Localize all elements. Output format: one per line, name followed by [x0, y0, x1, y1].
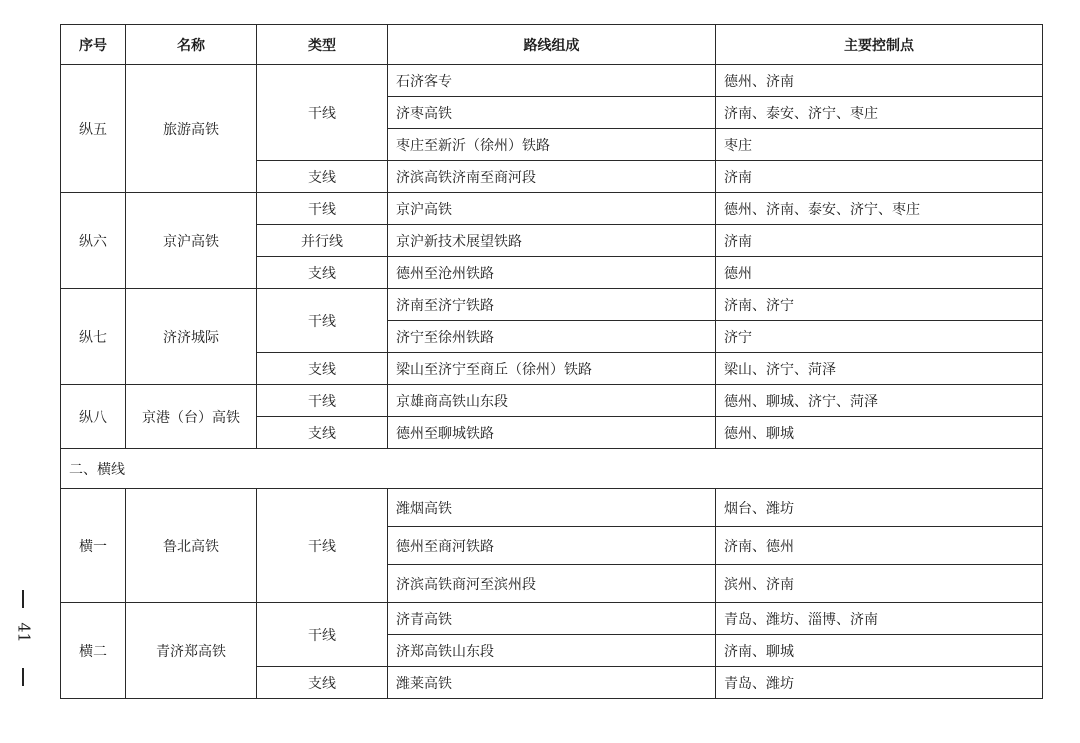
control-points: 济南、济宁	[716, 289, 1043, 321]
route-name: 潍烟高铁	[388, 489, 716, 527]
section-row	[61, 449, 1043, 489]
table-row	[61, 289, 1043, 321]
group-id: 纵八	[61, 385, 126, 449]
header-row	[61, 25, 1043, 65]
control-points: 德州、济南、泰安、济宁、枣庄	[716, 193, 1043, 225]
route-name: 德州至商河铁路	[388, 527, 716, 565]
route-type: 支线	[257, 417, 388, 449]
route-type: 干线	[257, 385, 388, 417]
control-points: 济南、泰安、济宁、枣庄	[716, 97, 1043, 129]
route-type: 支线	[257, 353, 388, 385]
control-points: 济宁	[716, 321, 1043, 353]
route-type: 支线	[257, 257, 388, 289]
control-points: 青岛、潍坊	[716, 667, 1043, 699]
group-name: 京沪高铁	[126, 193, 257, 289]
control-points: 济南、聊城	[716, 635, 1043, 667]
page-number	[10, 590, 40, 700]
header-control-points: 主要控制点	[716, 25, 1043, 65]
control-points: 济南	[716, 161, 1043, 193]
header-type: 类型	[257, 25, 388, 65]
control-points: 德州、济南	[716, 65, 1043, 97]
route-name: 济南至济宁铁路	[388, 289, 716, 321]
control-points: 滨州、济南	[716, 565, 1043, 603]
group-id: 纵五	[61, 65, 126, 193]
page-number-dash-top	[22, 590, 24, 608]
header-name: 名称	[126, 25, 257, 65]
group-id: 横一	[61, 489, 126, 603]
group-id: 纵六	[61, 193, 126, 289]
route-type: 支线	[257, 161, 388, 193]
route-name: 京雄商高铁山东段	[388, 385, 716, 417]
route-name: 德州至聊城铁路	[388, 417, 716, 449]
control-points: 济南、德州	[716, 527, 1043, 565]
group-name: 旅游高铁	[126, 65, 257, 193]
table-row	[61, 193, 1043, 225]
route-name: 潍莱高铁	[388, 667, 716, 699]
route-name: 京沪高铁	[388, 193, 716, 225]
route-name: 石济客专	[388, 65, 716, 97]
header-route: 路线组成	[388, 25, 716, 65]
route-type: 干线	[257, 193, 388, 225]
railway-table	[60, 24, 1043, 699]
page-number-dash-bottom	[22, 668, 24, 686]
route-name: 枣庄至新沂（徐州）铁路	[388, 129, 716, 161]
group-name: 青济郑高铁	[126, 603, 257, 699]
control-points: 德州、聊城、济宁、菏泽	[716, 385, 1043, 417]
group-id: 纵七	[61, 289, 126, 385]
control-points: 梁山、济宁、菏泽	[716, 353, 1043, 385]
group-name: 鲁北高铁	[126, 489, 257, 603]
header-index: 序号	[61, 25, 126, 65]
control-points: 烟台、潍坊	[716, 489, 1043, 527]
route-name: 济宁至徐州铁路	[388, 321, 716, 353]
section-label: 二、横线	[61, 449, 1043, 489]
route-name: 京沪新技术展望铁路	[388, 225, 716, 257]
table-row	[61, 65, 1043, 97]
table-row	[61, 489, 1043, 527]
route-name: 济枣高铁	[388, 97, 716, 129]
route-type: 支线	[257, 667, 388, 699]
control-points: 枣庄	[716, 129, 1043, 161]
route-name: 济郑高铁山东段	[388, 635, 716, 667]
table-row	[61, 385, 1043, 417]
group-id: 横二	[61, 603, 126, 699]
route-type: 干线	[257, 65, 388, 161]
route-type: 干线	[257, 489, 388, 603]
route-type: 并行线	[257, 225, 388, 257]
control-points: 青岛、潍坊、淄博、济南	[716, 603, 1043, 635]
route-name: 济青高铁	[388, 603, 716, 635]
route-name: 德州至沧州铁路	[388, 257, 716, 289]
page-number-text: 41	[14, 622, 34, 643]
group-name: 京港（台）高铁	[126, 385, 257, 449]
route-name: 梁山至济宁至商丘（徐州）铁路	[388, 353, 716, 385]
table-row	[61, 603, 1043, 635]
route-type: 干线	[257, 289, 388, 353]
control-points: 德州、聊城	[716, 417, 1043, 449]
group-name: 济济城际	[126, 289, 257, 385]
route-name: 济滨高铁济南至商河段	[388, 161, 716, 193]
control-points: 济南	[716, 225, 1043, 257]
route-type: 干线	[257, 603, 388, 667]
control-points: 德州	[716, 257, 1043, 289]
route-name: 济滨高铁商河至滨州段	[388, 565, 716, 603]
